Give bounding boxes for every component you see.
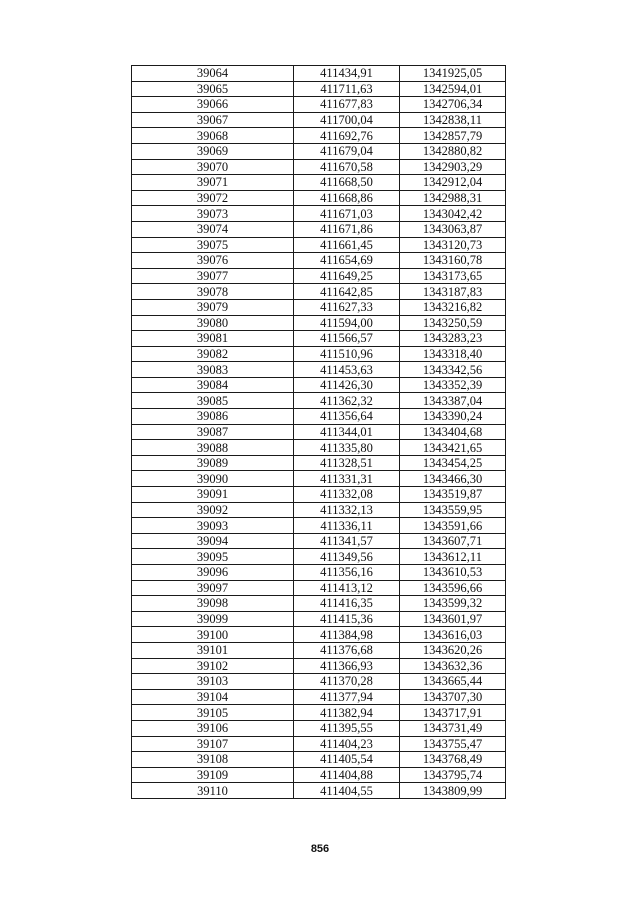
x-coordinate-cell: 411356,16 [294,565,400,581]
x-coordinate-cell: 411384,98 [294,627,400,643]
y-coordinate-cell: 1343616,03 [400,627,506,643]
point-id-cell: 39077 [132,268,294,284]
table-row [132,736,506,752]
y-coordinate-cell: 1343404,68 [400,424,506,440]
point-id-cell: 39081 [132,331,294,347]
table-row [132,409,506,425]
table-row [132,424,506,440]
page-number: 856 [310,843,330,855]
table-row [132,596,506,612]
x-coordinate-cell: 411413,12 [294,580,400,596]
table-row [132,159,506,175]
x-coordinate-cell: 411671,86 [294,221,400,237]
point-id-cell: 39102 [132,658,294,674]
point-id-cell: 39107 [132,736,294,752]
table-row [132,377,506,393]
table-row [132,284,506,300]
y-coordinate-cell: 1343216,82 [400,299,506,315]
table-row [132,767,506,783]
point-id-cell: 39091 [132,487,294,503]
x-coordinate-cell: 411679,04 [294,143,400,159]
point-id-cell: 39076 [132,253,294,269]
y-coordinate-cell: 1342857,79 [400,128,506,144]
y-coordinate-cell: 1341925,05 [400,66,506,82]
x-coordinate-cell: 411434,91 [294,66,400,82]
y-coordinate-cell: 1343607,71 [400,533,506,549]
table-row [132,190,506,206]
table-row [132,331,506,347]
x-coordinate-cell: 411370,28 [294,674,400,690]
point-id-cell: 39109 [132,767,294,783]
point-id-cell: 39103 [132,674,294,690]
point-id-cell: 39074 [132,221,294,237]
table-row [132,299,506,315]
x-coordinate-cell: 411349,56 [294,549,400,565]
x-coordinate-cell: 411642,85 [294,284,400,300]
point-id-cell: 39082 [132,346,294,362]
table-row [132,642,506,658]
point-id-cell: 39087 [132,424,294,440]
point-id-cell: 39097 [132,580,294,596]
y-coordinate-cell: 1343717,91 [400,705,506,721]
table-row [132,253,506,269]
table-row [132,565,506,581]
table-row [132,221,506,237]
y-coordinate-cell: 1342988,31 [400,190,506,206]
point-id-cell: 39098 [132,596,294,612]
x-coordinate-cell: 411377,94 [294,689,400,705]
x-coordinate-cell: 411416,35 [294,596,400,612]
x-coordinate-cell: 411668,86 [294,190,400,206]
x-coordinate-cell: 411344,01 [294,424,400,440]
point-id-cell: 39108 [132,752,294,768]
y-coordinate-cell: 1342838,11 [400,112,506,128]
x-coordinate-cell: 411453,63 [294,362,400,378]
table-row [132,658,506,674]
x-coordinate-cell: 411661,45 [294,237,400,253]
x-coordinate-cell: 411404,23 [294,736,400,752]
point-id-cell: 39094 [132,533,294,549]
x-coordinate-cell: 411649,25 [294,268,400,284]
x-coordinate-cell: 411404,55 [294,783,400,799]
table-row [132,268,506,284]
point-id-cell: 39100 [132,627,294,643]
x-coordinate-cell: 411671,03 [294,206,400,222]
x-coordinate-cell: 411566,57 [294,331,400,347]
point-id-cell: 39080 [132,315,294,331]
y-coordinate-cell: 1343809,99 [400,783,506,799]
table-row [132,471,506,487]
point-id-cell: 39085 [132,393,294,409]
y-coordinate-cell: 1343160,78 [400,253,506,269]
table-row [132,112,506,128]
point-id-cell: 39086 [132,409,294,425]
y-coordinate-cell: 1343612,11 [400,549,506,565]
point-id-cell: 39095 [132,549,294,565]
point-id-cell: 39101 [132,642,294,658]
point-id-cell: 39070 [132,159,294,175]
x-coordinate-cell: 411366,93 [294,658,400,674]
table-row [132,674,506,690]
y-coordinate-cell: 1343042,42 [400,206,506,222]
x-coordinate-cell: 411382,94 [294,705,400,721]
x-coordinate-cell: 411356,64 [294,409,400,425]
y-coordinate-cell: 1342706,34 [400,97,506,113]
point-id-cell: 39071 [132,175,294,191]
y-coordinate-cell: 1343731,49 [400,720,506,736]
table-row [132,752,506,768]
table-row [132,175,506,191]
x-coordinate-cell: 411415,36 [294,611,400,627]
y-coordinate-cell: 1343387,04 [400,393,506,409]
point-id-cell: 39096 [132,565,294,581]
table-row [132,393,506,409]
x-coordinate-cell: 411510,96 [294,346,400,362]
point-id-cell: 39069 [132,143,294,159]
y-coordinate-cell: 1342903,29 [400,159,506,175]
point-id-cell: 39064 [132,66,294,82]
y-coordinate-cell: 1343665,44 [400,674,506,690]
table-row [132,705,506,721]
table-row [132,533,506,549]
y-coordinate-cell: 1343283,23 [400,331,506,347]
point-id-cell: 39088 [132,440,294,456]
coordinates-table-body [132,66,506,799]
y-coordinate-cell: 1343768,49 [400,752,506,768]
table-row [132,346,506,362]
y-coordinate-cell: 1343755,47 [400,736,506,752]
table-row [132,97,506,113]
y-coordinate-cell: 1343795,74 [400,767,506,783]
point-id-cell: 39090 [132,471,294,487]
point-id-cell: 39075 [132,237,294,253]
y-coordinate-cell: 1343466,30 [400,471,506,487]
point-id-cell: 39105 [132,705,294,721]
table-row [132,440,506,456]
y-coordinate-cell: 1343601,97 [400,611,506,627]
y-coordinate-cell: 1343707,30 [400,689,506,705]
y-coordinate-cell: 1343173,65 [400,268,506,284]
y-coordinate-cell: 1343063,87 [400,221,506,237]
point-id-cell: 39092 [132,502,294,518]
x-coordinate-cell: 411627,33 [294,299,400,315]
table-row [132,627,506,643]
table-row [132,237,506,253]
table-row [132,362,506,378]
y-coordinate-cell: 1343454,25 [400,455,506,471]
point-id-cell: 39072 [132,190,294,206]
table-row [132,518,506,534]
x-coordinate-cell: 411328,51 [294,455,400,471]
x-coordinate-cell: 411670,58 [294,159,400,175]
table-row [132,66,506,82]
point-id-cell: 39068 [132,128,294,144]
x-coordinate-cell: 411668,50 [294,175,400,191]
x-coordinate-cell: 411594,00 [294,315,400,331]
x-coordinate-cell: 411654,69 [294,253,400,269]
x-coordinate-cell: 411332,13 [294,502,400,518]
y-coordinate-cell: 1342594,01 [400,81,506,97]
y-coordinate-cell: 1343318,40 [400,346,506,362]
x-coordinate-cell: 411404,88 [294,767,400,783]
table-row [132,611,506,627]
table-row [132,487,506,503]
y-coordinate-cell: 1343591,66 [400,518,506,534]
coordinates-table [131,65,506,799]
point-id-cell: 39099 [132,611,294,627]
point-id-cell: 39078 [132,284,294,300]
point-id-cell: 39089 [132,455,294,471]
x-coordinate-cell: 411692,76 [294,128,400,144]
x-coordinate-cell: 411376,68 [294,642,400,658]
table-row [132,128,506,144]
x-coordinate-cell: 411331,31 [294,471,400,487]
y-coordinate-cell: 1343599,32 [400,596,506,612]
table-row [132,502,506,518]
x-coordinate-cell: 411336,11 [294,518,400,534]
x-coordinate-cell: 411405,54 [294,752,400,768]
x-coordinate-cell: 411711,63 [294,81,400,97]
point-id-cell: 39083 [132,362,294,378]
x-coordinate-cell: 411332,08 [294,487,400,503]
x-coordinate-cell: 411677,83 [294,97,400,113]
point-id-cell: 39065 [132,81,294,97]
y-coordinate-cell: 1343632,36 [400,658,506,674]
y-coordinate-cell: 1343352,39 [400,377,506,393]
point-id-cell: 39104 [132,689,294,705]
point-id-cell: 39067 [132,112,294,128]
y-coordinate-cell: 1343610,53 [400,565,506,581]
x-coordinate-cell: 411362,32 [294,393,400,409]
point-id-cell: 39106 [132,720,294,736]
point-id-cell: 39110 [132,783,294,799]
x-coordinate-cell: 411335,80 [294,440,400,456]
table-row [132,315,506,331]
y-coordinate-cell: 1343390,24 [400,409,506,425]
point-id-cell: 39079 [132,299,294,315]
y-coordinate-cell: 1343559,95 [400,502,506,518]
y-coordinate-cell: 1343120,73 [400,237,506,253]
y-coordinate-cell: 1343596,66 [400,580,506,596]
y-coordinate-cell: 1343250,59 [400,315,506,331]
table-row [132,580,506,596]
y-coordinate-cell: 1342912,04 [400,175,506,191]
point-id-cell: 39066 [132,97,294,113]
point-id-cell: 39093 [132,518,294,534]
y-coordinate-cell: 1343342,56 [400,362,506,378]
table-row [132,206,506,222]
table-row [132,81,506,97]
x-coordinate-cell: 411426,30 [294,377,400,393]
x-coordinate-cell: 411395,55 [294,720,400,736]
y-coordinate-cell: 1343620,26 [400,642,506,658]
table-row [132,783,506,799]
table-row [132,689,506,705]
y-coordinate-cell: 1343187,83 [400,284,506,300]
point-id-cell: 39084 [132,377,294,393]
y-coordinate-cell: 1343519,87 [400,487,506,503]
table-row [132,549,506,565]
y-coordinate-cell: 1343421,65 [400,440,506,456]
table-row [132,720,506,736]
point-id-cell: 39073 [132,206,294,222]
table-row [132,455,506,471]
table-row [132,143,506,159]
y-coordinate-cell: 1342880,82 [400,143,506,159]
x-coordinate-cell: 411700,04 [294,112,400,128]
x-coordinate-cell: 411341,57 [294,533,400,549]
